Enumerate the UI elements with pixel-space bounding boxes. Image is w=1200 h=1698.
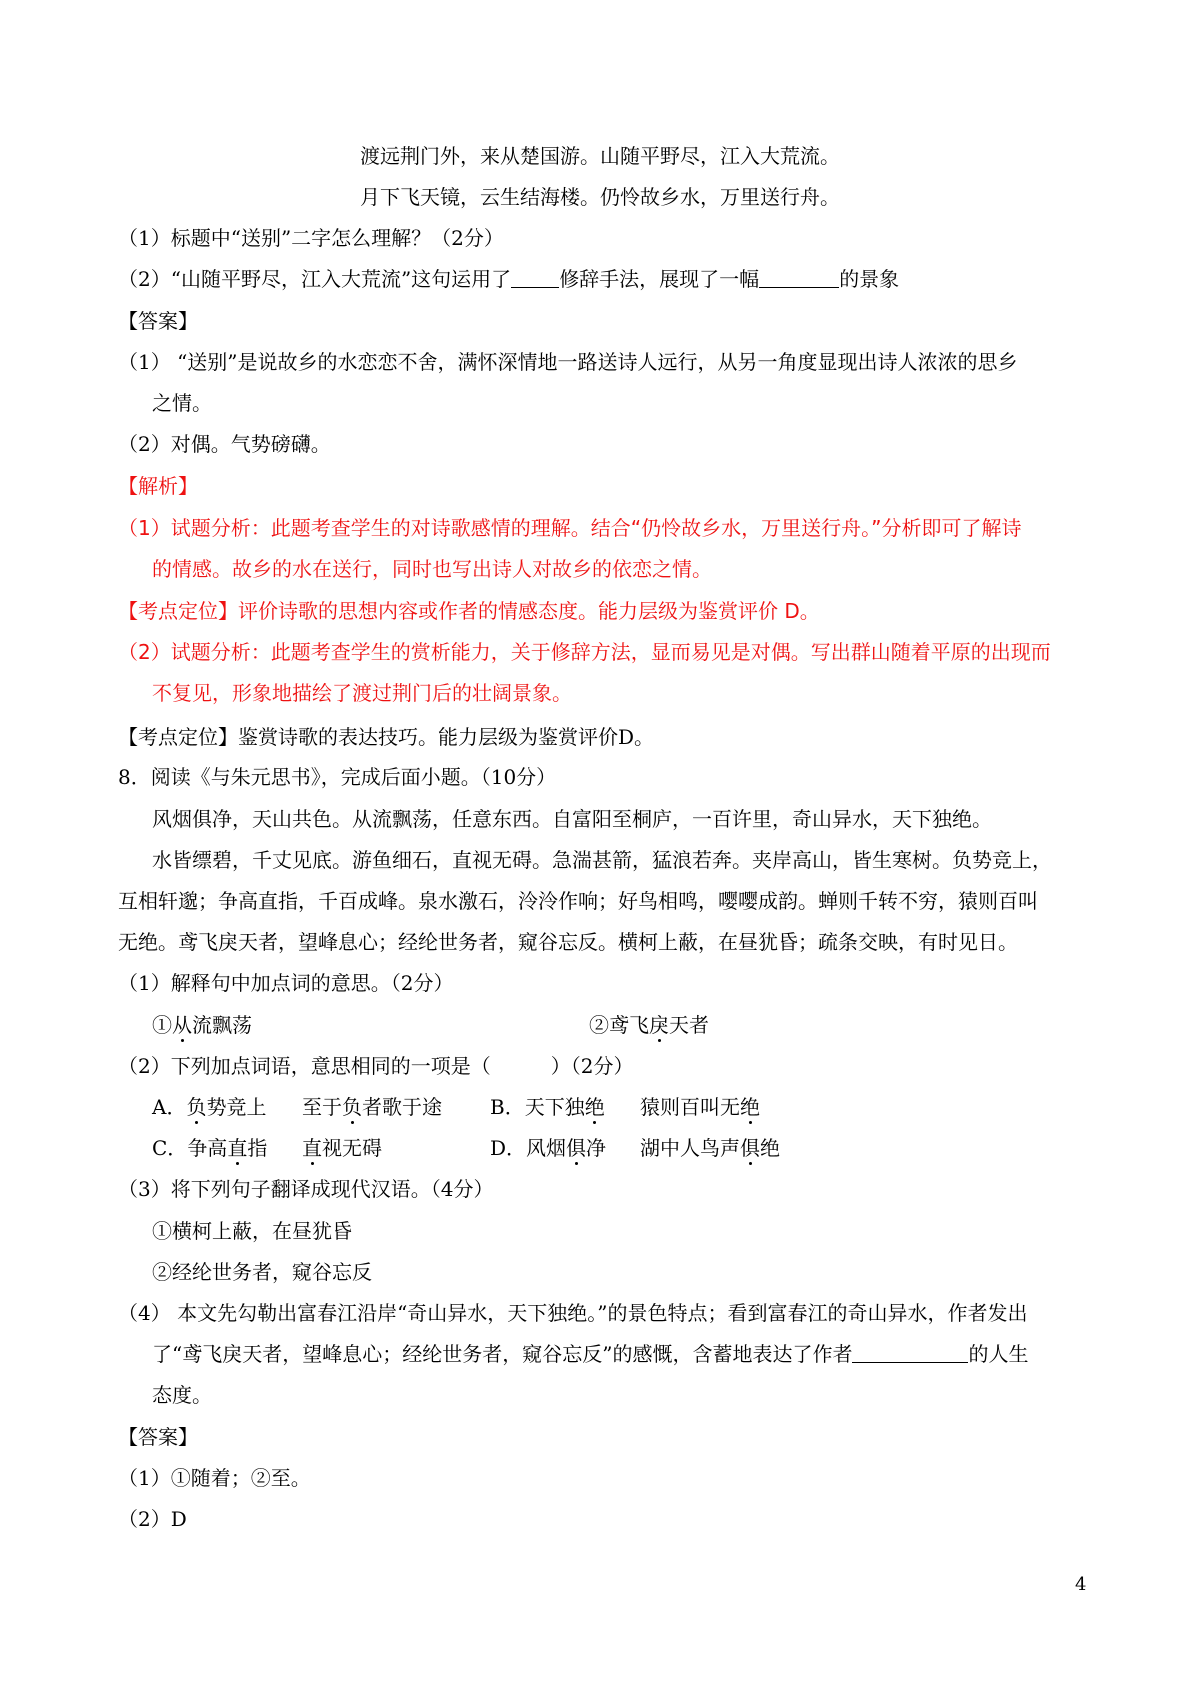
- q7-answer-label: 【答案】: [118, 309, 198, 333]
- q8-sub4-line-3: 态度。: [152, 1383, 212, 1407]
- passage-para-2-line-3: 无绝。鸢飞戾天者，望峰息心；经纶世务者，窥谷忘反。横柯上蔽，在昼犹昏；疏条交映，有时见日。: [118, 930, 1018, 954]
- key-point-2: 【考点定位】鉴赏诗歌的表达技巧。能力层级为鉴赏评价D。: [118, 725, 655, 749]
- option-a-compare: 至于负者歌于途: [302, 1095, 442, 1119]
- dotted-word: 俱: [566, 1136, 587, 1160]
- option-d: D．风烟俱净: [490, 1136, 607, 1160]
- dotted-word: 直: [227, 1136, 248, 1160]
- dotted-word: 负: [186, 1095, 207, 1119]
- q7-answer-1-line-1: （1） “送别”是说故乡的水恋恋不舍，满怀深情地一路送诗人远行，从另一角度显现出诗人浓浓的思乡: [118, 350, 1018, 374]
- q7-sub2-part-c: 的景象: [839, 267, 900, 291]
- analysis-2-line-1: （2）试题分析：此题考查学生的赏析能力，关于修辞方法，显而易见是对偶。写出群山随着平原的出现而: [118, 640, 1051, 664]
- dotted-word: 俱: [740, 1136, 760, 1160]
- dotted-word: 戾: [649, 1013, 669, 1037]
- q8-sub4-line-2: 了“鸢飞戾天者，望峰息心；经纶世务者，窥谷忘反”的感慨，含蓄地表达了作者 的人生: [152, 1342, 1029, 1366]
- analysis-2-line-2: 不复见，形象地描绘了渡过荆门后的壮阔景象。: [152, 681, 572, 705]
- passage-para-2-line-2: 互相轩邈；争高直指，千百成峰。泉水激石，泠泠作响；好鸟相鸣，嘤嘤成韵。蝉则千转不穷，猿则百叫: [118, 889, 1038, 913]
- analysis-1-line-1: （1）试题分析：此题考查学生的对诗歌感情的理解。结合“仍怜故乡水，万里送行舟。”分析即可了解诗: [118, 516, 1022, 540]
- q7-sub1: （1）标题中“送别”二字怎么理解？（2分）: [118, 226, 504, 250]
- q8-sub1-item-a: ①从流飘荡: [152, 1013, 252, 1037]
- q8-title: 8．阅读《与朱元思书》，完成后面小题。（10分）: [118, 765, 557, 789]
- q8-sub1: （1）解释句中加点词的意思。（2分）: [118, 971, 454, 995]
- q7-sub2-part-a: （2）“山随平野尽，江入大荒流”这句运用了: [118, 267, 512, 291]
- dotted-word: 直: [302, 1136, 322, 1160]
- q8-sub1-item-b: ②鸢飞戾天者: [589, 1013, 709, 1037]
- dotted-word: 从: [172, 1013, 192, 1037]
- q7-answer-1-line-2: 之情。: [152, 391, 212, 415]
- option-a: A．负势竞上: [152, 1095, 267, 1119]
- dotted-word: 绝: [740, 1095, 760, 1119]
- poem-line-1: 渡远荆门外，来从楚国游。山随平野尽，江入大荒流。: [360, 144, 840, 168]
- option-b-compare: 猿则百叫无绝: [640, 1095, 760, 1119]
- dotted-word: 绝: [584, 1095, 605, 1119]
- q8-sub3: （3）将下列句子翻译成现代汉语。（4分）: [118, 1177, 494, 1201]
- passage-para-2-line-1: 水皆缥碧，千丈见底。游鱼细石，直视无碍。急湍甚箭，猛浪若奔。夹岸高山，皆生寒树。负势竞上，: [152, 848, 1052, 872]
- option-c: C．争高直指: [152, 1136, 268, 1160]
- option-c-compare: 直视无碍: [302, 1136, 382, 1160]
- q8-answer-label: 【答案】: [118, 1425, 198, 1449]
- q8-answer-2: （2）D: [118, 1507, 187, 1531]
- q7-sub2: [118, 265, 899, 293]
- passage-para-1: 风烟俱净，天山共色。从流飘荡，任意东西。自富阳至桐庐，一百许里，奇山异水，天下独绝。: [152, 807, 992, 831]
- q8-sub2: （2）下列加点词语，意思相同的一项是（ ）（2分）: [118, 1054, 634, 1078]
- answer-blank[interactable]: [759, 267, 839, 288]
- analysis-1-line-2: 的情感。故乡的水在送行，同时也写出诗人对故乡的依恋之情。: [152, 557, 712, 581]
- q8-answer-1: （1）①随着；②至。: [118, 1466, 311, 1490]
- answer-blank[interactable]: [852, 1342, 968, 1363]
- option-d-compare: 湖中人鸟声俱绝: [640, 1136, 780, 1160]
- q8-sub3-item-b: ②经纶世务者，窥谷忘反: [152, 1260, 372, 1284]
- q7-answer-2: （2）对偶。气势磅礴。: [118, 432, 331, 456]
- option-b: B．天下独绝: [490, 1095, 605, 1119]
- answer-blank[interactable]: [511, 267, 559, 288]
- key-point-1: 【考点定位】评价诗歌的思想内容或作者的情感态度。能力层级为鉴赏评价 D。: [118, 599, 820, 623]
- poem-line-2: 月下飞天镜，云生结海楼。仍怜故乡水，万里送行舟。: [360, 185, 840, 209]
- page-number: 4: [1075, 1574, 1087, 1595]
- q8-sub4-line-1: （4） 本文先勾勒出富春江沿岸“奇山异水，天下独绝。”的景色特点；看到富春江的奇山异水，作者发出: [118, 1301, 1028, 1325]
- analysis-label: 【解析】: [118, 474, 198, 498]
- dotted-word: 负: [342, 1095, 362, 1119]
- q7-sub2-part-b: 修辞手法，展现了一幅: [559, 267, 760, 291]
- q8-sub3-item-a: ①横柯上蔽，在昼犹昏: [152, 1219, 352, 1243]
